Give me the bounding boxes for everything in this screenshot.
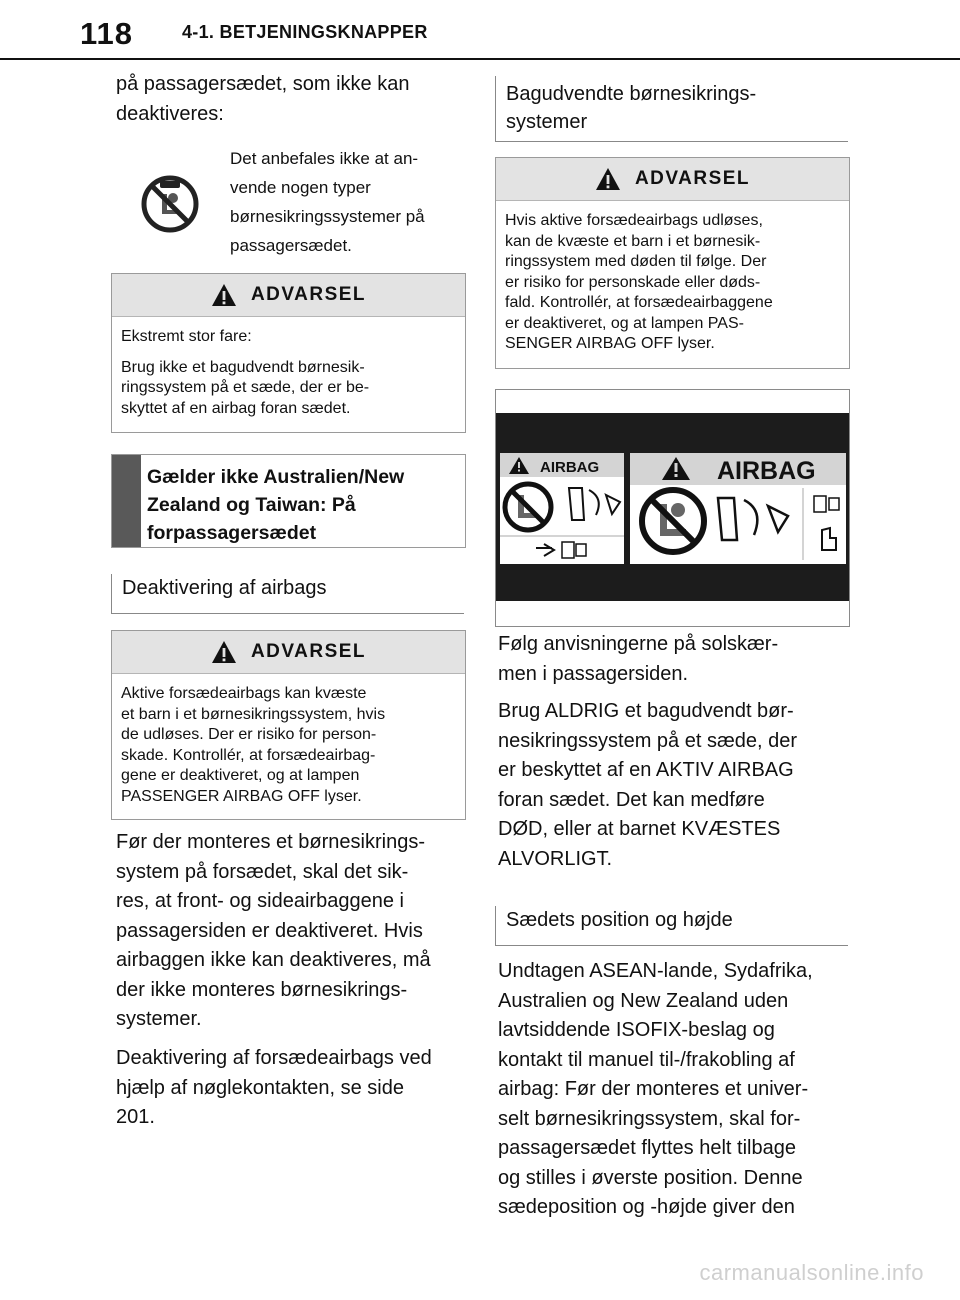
follow-instructions-paragraph: Følg anvisningerne på solskær- men i passagersiden. xyxy=(498,633,779,685)
warning-triangle-icon xyxy=(211,283,237,307)
body-paragraph-1: Før der monteres et børnesikrings- system på forsædet, skal det sik- res, at front- og sideairbaggene i passagersiden er deaktiveret. Hvis airbaggen ikke kan deaktiveres, må der ikke monteres børnesikrings- systemer. xyxy=(116,831,431,1030)
warning-header xyxy=(112,274,465,317)
warning-box-2 xyxy=(111,630,466,820)
seat-position-paragraph: Undtagen ASEAN-lande, Sydafrika, Australien og New Zealand uden lavtsiddende ISOFIX-beslag og kontakt til manuel til-/frakobling af airbag: Før der monteres et univer- selt børnesikringssystem, skal for- passagersædet flyttes helt tilbage og stilles i øverste position. Denne sædeposition og -højde giver den xyxy=(498,960,813,1218)
warning-box-3 xyxy=(495,157,850,369)
warning-box-1 xyxy=(111,273,466,433)
region-text: Gælder ikke Australien/New Zealand og Taiwan: På forpassagersædet xyxy=(147,466,405,544)
small-airbag-label-text: AIRBAG xyxy=(540,459,600,476)
warning-triangle-icon xyxy=(211,640,237,664)
header-rule xyxy=(0,58,960,60)
body-paragraph-2: Deaktivering af forsædeairbags ved hjælp af nøglekontakten, se side 201. xyxy=(116,1047,432,1128)
intro-paragraph: på passagersædet, som ikke kan deaktiveres: xyxy=(116,73,410,125)
never-use-paragraph: Brug ALDRIG et bagudvendt bør- nesikringssystem på et sæde, der er beskyttet af en AKTIV AIRBAG foran sædet. Det kan medføre DØD, eller at barnet KVÆSTES ALVORLIGT. xyxy=(498,700,798,870)
no-child-seat-icon xyxy=(140,174,200,234)
watermark-text: carmanualsonline.info xyxy=(699,1260,924,1285)
chapter-title: 4-1. BETJENINGSKNAPPER xyxy=(182,22,428,42)
warning-header xyxy=(496,158,849,201)
airbag-label-illustration xyxy=(495,389,850,627)
warning-body: Ekstremt stor fare: Brug ikke et bagudvendt børnesik- ringssystem på et sæde, der er be- skyttet af en airbag foran sædet. xyxy=(121,328,370,417)
region-bar xyxy=(112,455,141,547)
section-heading-deactivation: Deaktivering af airbags xyxy=(111,574,464,614)
warning-title: ADVARSEL xyxy=(634,168,751,189)
section-heading-seat-position: Sædets position og højde xyxy=(495,906,848,946)
large-airbag-label-text: AIRBAG xyxy=(717,457,816,485)
section-heading-rear-facing: Bagudvendte børnesikrings- systemer xyxy=(495,76,848,142)
warning-title: ADVARSEL xyxy=(250,641,367,662)
note-text: Det anbefales ikke at an- vende nogen typer børnesikringssystemer på passagersædet. xyxy=(230,149,425,255)
page-number: 118 xyxy=(80,16,134,51)
warning-body: Hvis aktive forsædeairbags udløses, kan de kvæste et barn i et børnesik- ringssystem med døden til følge. Der er risiko for personskade eller døds- fald. Kontrollér, at forsædeairbaggene er deaktiveret, og at lampen PAS- SENGER AIRBAG OFF lyser. xyxy=(505,212,773,352)
region-applicability-box xyxy=(111,454,466,548)
warning-body: Aktive forsædeairbags kan kvæste et barn i et børnesikringssystem, hvis de udløses. Der er risiko for person- skade. Kontrollér, at forsædeairbag- gene er deaktiveret, og at lampen PASSENGER AIRBAG OFF lyser. xyxy=(121,685,386,805)
warning-triangle-icon xyxy=(595,167,621,191)
warning-title: ADVARSEL xyxy=(250,284,367,305)
warning-header xyxy=(112,631,465,674)
